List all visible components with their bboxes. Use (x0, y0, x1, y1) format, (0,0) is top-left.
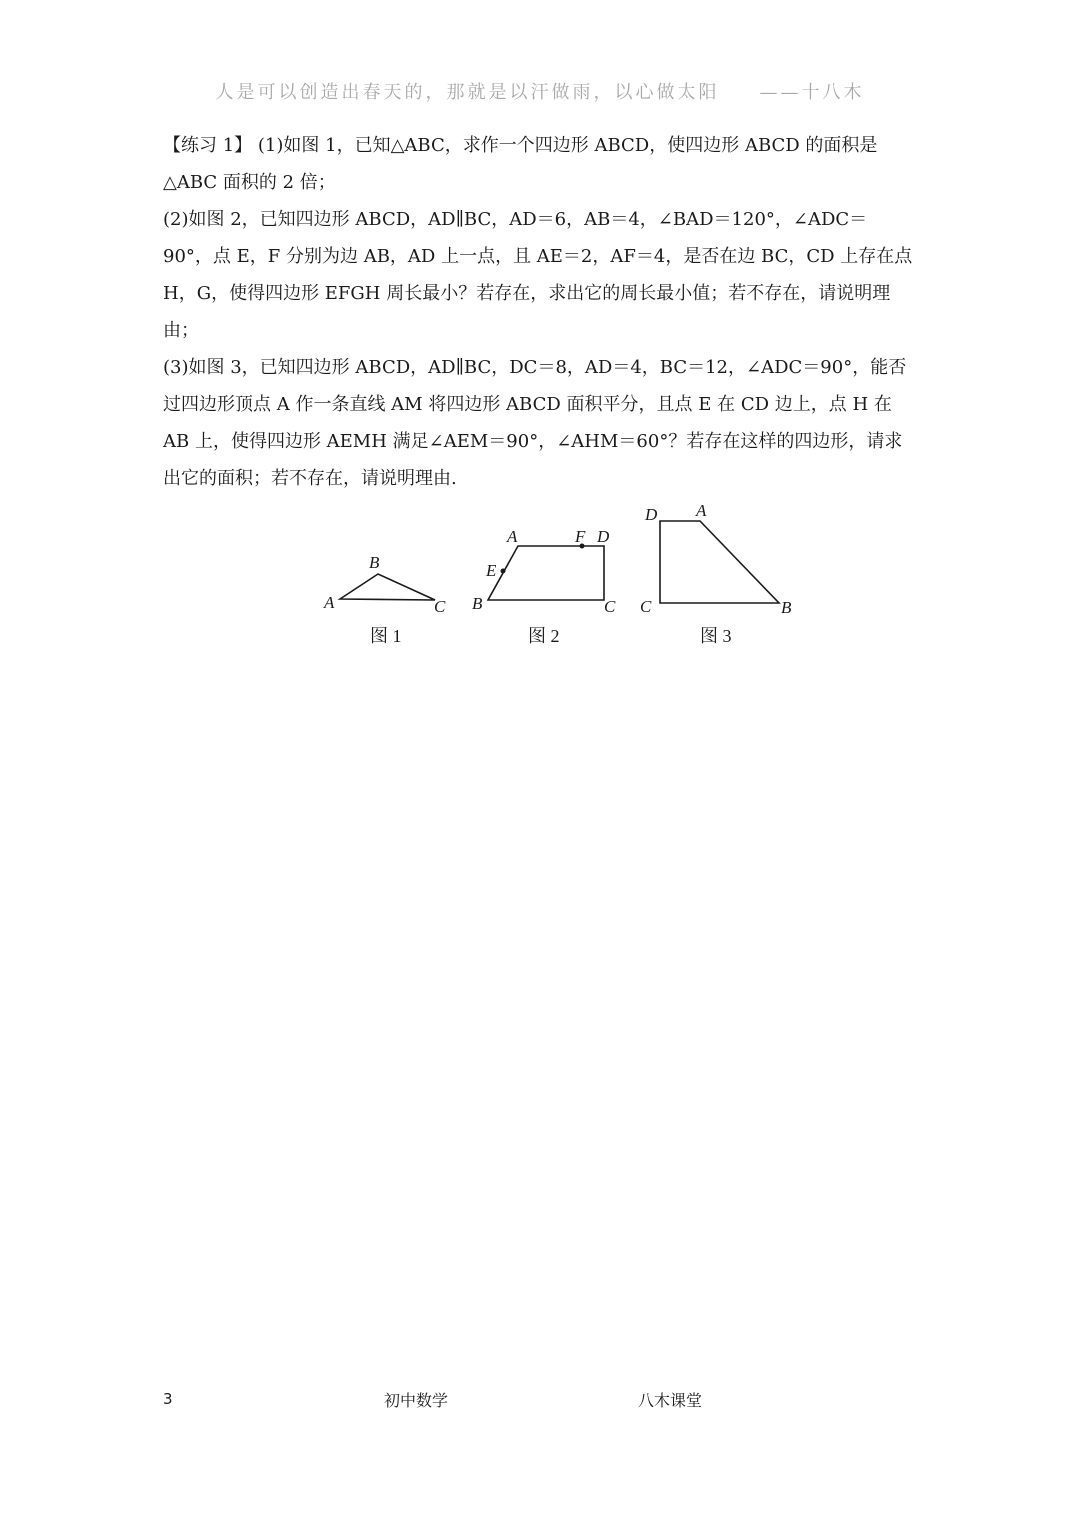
exercise-part-1: 【练习 1】 (1)如图 1，已知△ABC，求作一个四边形 ABCD，使四边形 ABCD 的面积是△ABC 面积的 2 倍； (163, 135, 878, 193)
fig2-label-c: C (604, 597, 616, 616)
triangle-abc (340, 574, 435, 600)
fig2-label-f: F (575, 527, 586, 546)
quadrilateral-abcd-fig2 (488, 546, 604, 600)
fig2-label-a: A (507, 527, 518, 546)
trapezoid-abcd-fig3 (660, 521, 779, 603)
fig2-label-d: D (597, 527, 610, 546)
header-quote (0, 78, 1080, 104)
page-number: 3 (163, 1390, 173, 1408)
fig3-label-d: D (645, 505, 658, 524)
fig1-label-b: B (369, 553, 380, 572)
quote-text: 人是可以创造出春天的，那就是以汗做雨，以心做太阳 (215, 82, 720, 103)
fig2-caption: 图 2 (528, 626, 560, 646)
footer-brand: 八木课堂 (638, 1391, 703, 1410)
fig1-label-c: C (434, 597, 446, 616)
figure-2 (472, 527, 616, 646)
fig1-label-a: A (324, 593, 335, 612)
figure-1 (323, 553, 446, 646)
figure-3 (640, 501, 792, 646)
exercise-text (163, 127, 915, 497)
exercise-part-3: (3)如图 3，已知四边形 ABCD，AD∥BC，DC＝8，AD＝4，BC＝12，∠ADC＝90°，能否过四边形顶点 A 作一条直线 AM 将四边形 ABCD 面积平分，且点 E 在 CD 边上，点 H 在 AB 上，使得四边形 AEMH 满足∠AEM＝90°，∠AHM＝60°？若存在这样的四边形，请求出它的面积；若不存在，请说明理由. (163, 357, 907, 489)
figures (320, 498, 800, 658)
fig3-caption: 图 3 (700, 626, 732, 646)
exercise-part-2: (2)如图 2，已知四边形 ABCD，AD∥BC，AD＝6，AB＝4，∠BAD＝120°，∠ADC＝90°，点 E，F 分别为边 AB，AD 上一点，且 AE＝2，AF＝4，是否在边 BC，CD 上存在点 H，G，使得四边形 EFGH 周长最小？若存在，求出它的周长最小值；若不存在，请说明理由； (163, 209, 913, 341)
figures-svg (320, 498, 800, 658)
fig2-label-e: E (486, 561, 497, 580)
fig3-label-b: B (781, 598, 792, 617)
fig2-label-b: B (472, 594, 483, 613)
footer-subject: 初中数学 (384, 1391, 449, 1410)
fig1-caption: 图 1 (370, 626, 402, 646)
point-e (501, 569, 506, 574)
fig3-label-c: C (640, 597, 652, 616)
quote-author: ——十八木 (759, 82, 865, 103)
fig3-label-a: A (696, 501, 707, 520)
